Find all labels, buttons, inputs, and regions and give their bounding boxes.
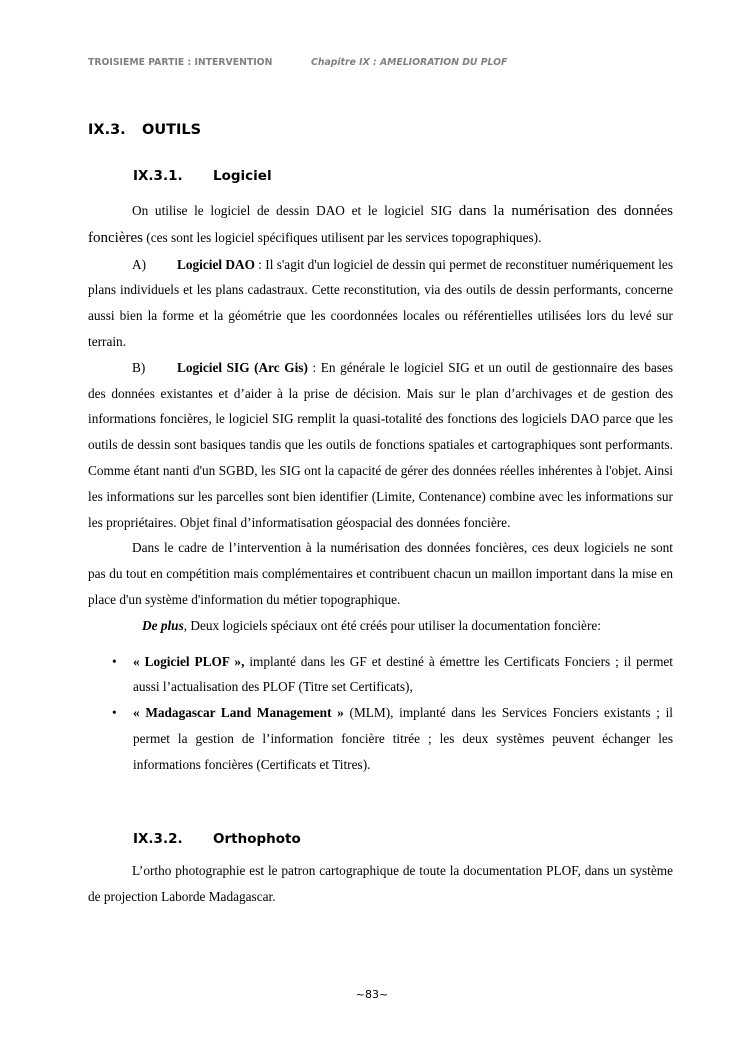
subsection-heading-orthophoto [133, 831, 301, 847]
paragraph-logiciel-dao: A) Logiciel DAO : Il s'agit d'un logiciel de dessin qui permet de reconstituer numériquement les plans individuels et les plans cadastraux. Cette reconstitution, via des outils de dessin performants, concerne aussi bien la forme et la géométrie que les coordonnées locales ou référentielles utilisées lors du levé sur terrain. [88, 252, 673, 355]
page-number: ~83~ [355, 988, 389, 1001]
section-title: OUTILS [142, 122, 202, 138]
bullet-icon: • [112, 653, 117, 669]
body-text-block [88, 198, 673, 778]
subsection-title: Orthophoto [213, 831, 301, 847]
paragraph-orthophoto: L’ortho photographie est le patron cartographique de toute la documentation PLOF, dans un système de projection Laborde Madagascar. [88, 863, 673, 904]
bullet-icon: • [112, 705, 117, 721]
paragraph-logiciel-sig: B) Logiciel SIG (Arc Gis) : En générale le logiciel SIG et un outil de gestionnaire des bases des données existantes et d’aider à la prise de décision. Mais sur le plan d’archivages et de gestion des informations foncières, le logiciel SIG remplit la quasi-totalité des fonctions des logiciels DAO parce que les outils de dessin sont basiques tandis que les outils de fonctions spatiales et cartographiques sont performants. Comme étant nanti d'un SGBD, les SIG ont la capacité de gérer des données réelles inhérentes à l'objet. Ainsi les informations sur les parcelles sont bien identifier (Limite, Contenance) combine avec les informations sur les propriétaires. Objet final d’informatisation géospacial des données foncière. [88, 355, 673, 536]
item-label: B) [132, 359, 146, 375]
subsection-number: IX.3.1. [133, 168, 183, 184]
bullet-list [88, 649, 673, 778]
paragraph-intervention: Dans le cadre de l’intervention à la numérisation des données foncières, ces deux logiciels ne sont pas du tout en compétition mais complémentaires et contribuent chacun un maillon important dans la mise en place d'un système d'information du métier topographique. [88, 540, 673, 607]
paragraph-de-plus: De plus, Deux logiciels spéciaux ont été créés pour utiliser la documentation foncière: [142, 617, 601, 633]
running-header-part: TROISIEME PARTIE : INTERVENTION [88, 57, 273, 68]
subsection-heading-logiciel [133, 168, 272, 184]
subsection-number: IX.3.2. [133, 831, 183, 847]
list-item: • « Madagascar Land Management » (MLM), implanté dans les Services Fonciers existants ; il permet la gestion de l’information foncière titrée ; les deux systèmes peuvent échanger les informations foncières (Certificats et Titres). [88, 700, 673, 777]
paragraph-intro: On utilise le logiciel de dessin DAO et le logiciel SIG dans la numérisation des données foncières (ces sont les logiciel spécifiques utilisent par les services topographiques). [88, 203, 673, 246]
item-label: A) [132, 256, 147, 272]
list-item: • « Logiciel PLOF », implanté dans les GF et destiné à émettre les Certificats Fonciers ; il permet aussi l’actualisation des PLOF (Titre set Certificats), [88, 649, 673, 701]
running-header-chapter: Chapitre IX : AMELIORATION DU PLOF [311, 57, 508, 68]
body-text-orthophoto [88, 858, 673, 910]
section-number: IX.3. [88, 122, 126, 138]
item-title: Logiciel SIG (Arc Gis) [177, 359, 308, 375]
section-heading [88, 122, 201, 138]
item-title: Logiciel DAO [177, 256, 255, 272]
subsection-title: Logiciel [213, 168, 272, 184]
